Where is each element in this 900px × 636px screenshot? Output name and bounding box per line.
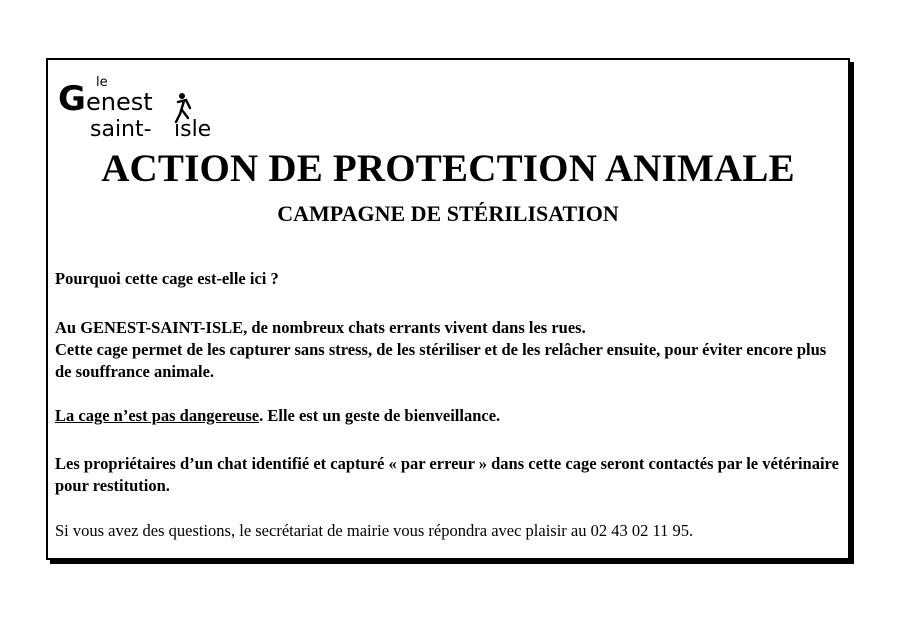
question-paragraph: Pourquoi cette cage est-elle ici ?: [55, 269, 279, 288]
notice-frame: [46, 58, 850, 560]
town-logo: [56, 72, 246, 140]
page-subtitle: CAMPAGNE DE STÉRILISATION: [277, 201, 619, 226]
svg-text:G: G: [58, 79, 86, 119]
svg-text:saint-: saint-: [90, 117, 152, 140]
page-title: ACTION DE PROTECTION ANIMALE: [101, 147, 795, 190]
intro-paragraph: [55, 317, 845, 383]
safety-rest-text: . Elle est un geste de bienveillance.: [259, 406, 501, 425]
svg-text:enest: enest: [86, 88, 153, 116]
intro-line-1: Au GENEST-SAINT-ISLE, de nombreux chats errants vivent dans les rues.: [55, 318, 586, 337]
intro-line-2: Cette cage permet de les capturer sans stress, de les stériliser et de les relâcher ensuite, pour éviter encore plus de souffrance animale.: [55, 340, 827, 381]
svg-text:le: le: [96, 75, 108, 90]
safety-paragraph: [55, 405, 845, 427]
contact-paragraph: Si vous avez des questions, le secrétariat de mairie vous répondra avec plaisir au 02 43 02 11 95.: [55, 521, 694, 540]
svg-text:isle: isle: [174, 117, 212, 140]
genest-saint-isle-logo-icon: [56, 72, 246, 140]
safety-underlined-text: La cage n’est pas dangereuse: [55, 406, 260, 425]
owners-paragraph: Les propriétaires d’un chat identifié et capturé « par erreur » dans cette cage seront contactés par le vétérinaire pour restitution.: [55, 454, 839, 495]
